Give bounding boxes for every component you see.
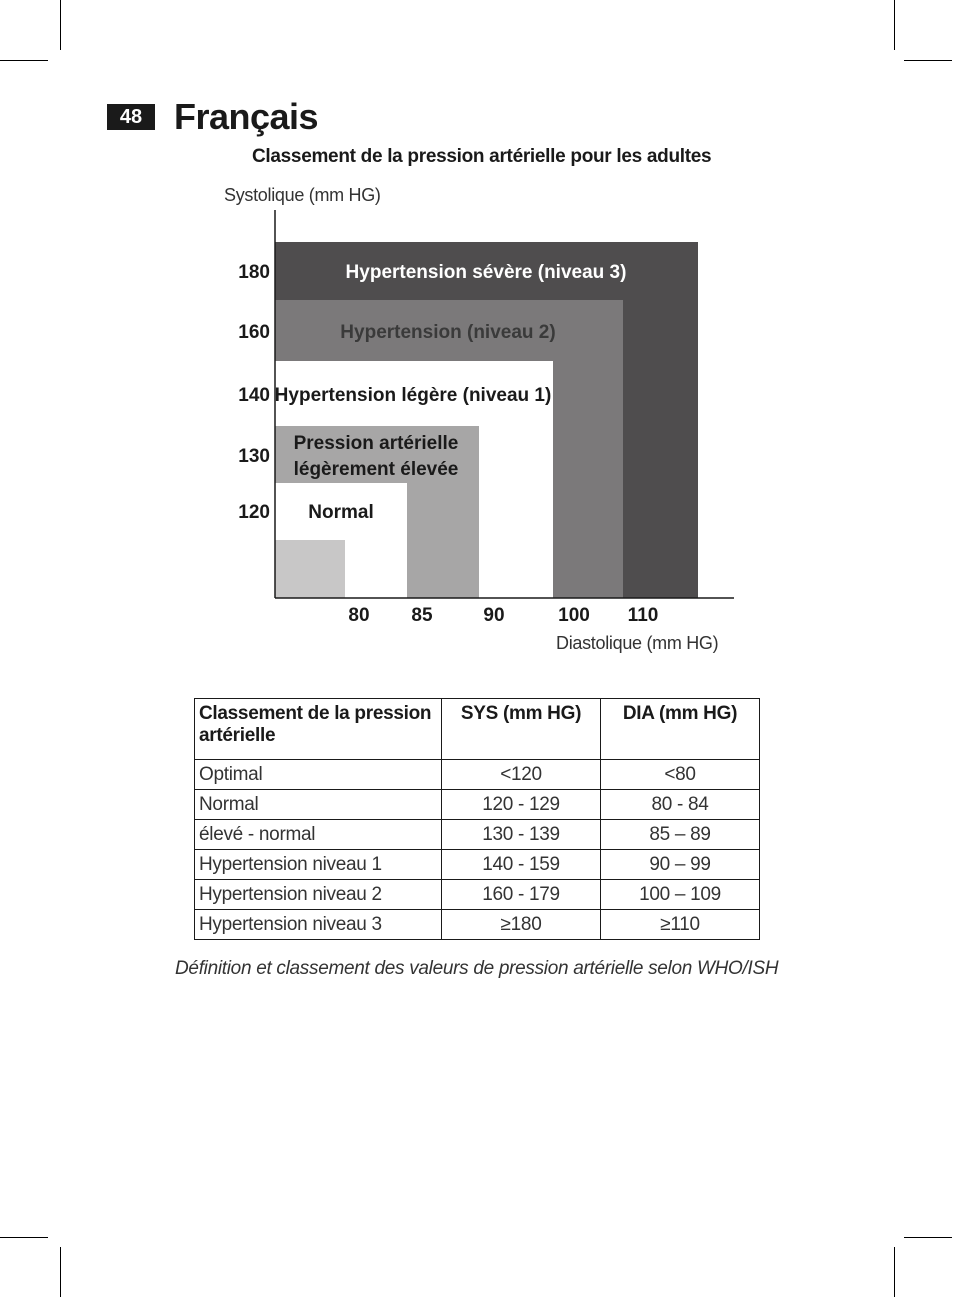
page-number: 48 [107,104,155,130]
crop-mark [904,1237,952,1238]
table-cell: élevé - normal [195,820,442,850]
column-header: SYS (mm HG) [442,699,601,760]
table-cell: Hypertension niveau 2 [195,880,442,910]
table-cell: 85 – 89 [601,820,760,850]
crop-mark [0,1237,48,1238]
table-cell: 160 - 179 [442,880,601,910]
table-row [195,760,760,790]
zone-label: Hypertension légère (niveau 1) [274,385,552,406]
x-axis-label: Diastolique (mm HG) [556,633,719,653]
x-tick-label: 85 [411,605,433,626]
x-tick-label: 100 [558,605,590,626]
zone-label: légèrement élevée [293,459,459,480]
language-title: Français [174,96,319,137]
table-cell: 90 – 99 [601,850,760,880]
table-row [195,820,760,850]
chart-title: Classement de la pression artérielle pour les adultes [252,146,712,167]
table-cell: ≥110 [601,910,760,940]
table-cell: <80 [601,760,760,790]
table-cell: Normal [195,790,442,820]
y-tick-label: 120 [238,502,270,523]
table-cell: 100 – 109 [601,880,760,910]
table-cell: 130 - 139 [442,820,601,850]
zone-label: Hypertension (niveau 2) [340,322,556,343]
column-header: DIA (mm HG) [601,699,760,760]
crop-mark [894,1247,895,1297]
table-cell: Hypertension niveau 3 [195,910,442,940]
x-tick-label: 110 [627,605,659,626]
y-tick-label: 140 [238,385,270,406]
column-header: Classement de la pression artérielle [195,699,442,760]
zone-label: Pression artérielle [293,433,459,454]
table-cell: 80 - 84 [601,790,760,820]
y-tick-label: 180 [238,262,270,283]
y-tick-label: 160 [238,322,270,343]
crop-mark [60,1247,61,1297]
table-cell: ≥180 [442,910,601,940]
table-cell: Hypertension niveau 1 [195,850,442,880]
zone-label: Normal [308,502,374,523]
table-cell: <120 [442,760,601,790]
table-cell: 140 - 159 [442,850,601,880]
y-axis-label: Systolique (mm HG) [224,185,381,205]
table-row [195,790,760,820]
table-cell: Optimal [195,760,442,790]
y-tick-label: 130 [238,446,270,467]
classification-table [194,698,760,940]
table-header-row [195,699,760,760]
table-row [195,910,760,940]
table-cell: 120 - 129 [442,790,601,820]
table-row [195,880,760,910]
zone-band [275,540,345,598]
zone-label: Hypertension sévère (niveau 3) [345,262,627,283]
x-tick-label: 80 [348,605,370,626]
table-row [195,850,760,880]
table-caption: Définition et classement des valeurs de pression artérielle selon WHO/ISH [175,958,779,979]
x-tick-label: 90 [483,605,505,626]
